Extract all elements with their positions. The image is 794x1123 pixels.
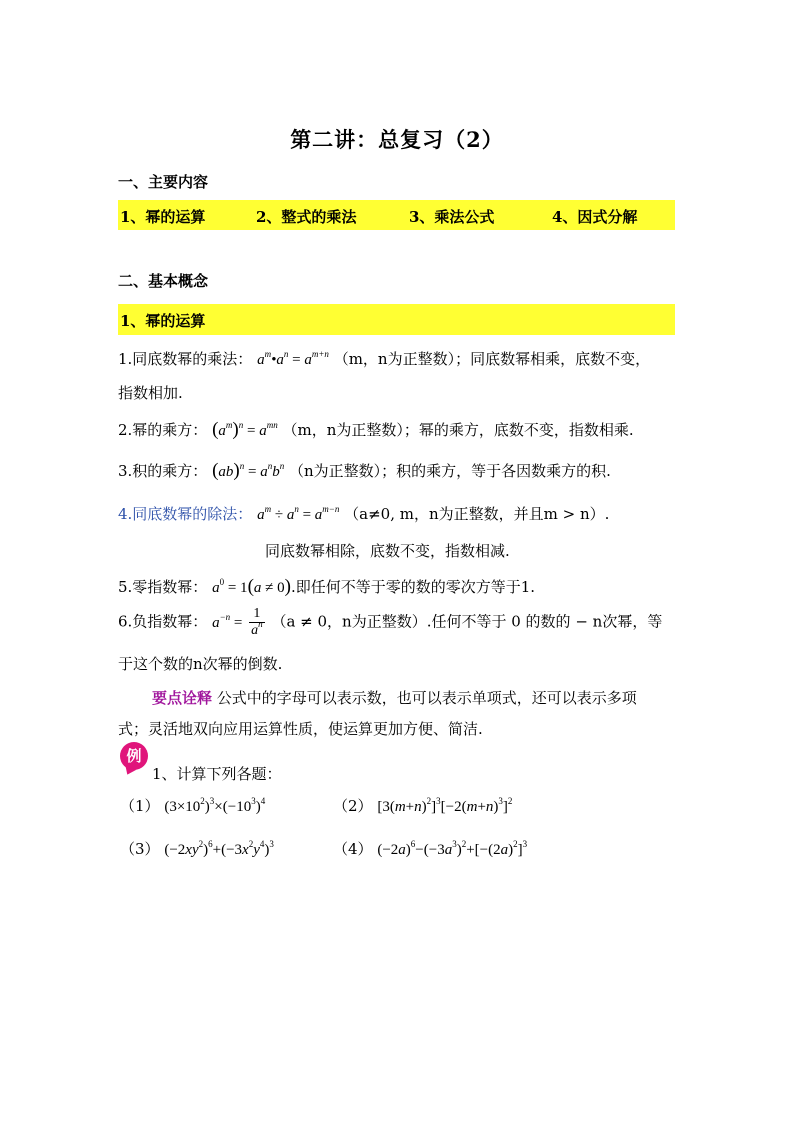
rule-2-label: 2.幂的乘方： xyxy=(118,421,208,439)
example-prompt: 1、计算下列各题： xyxy=(152,765,282,783)
rule-5-formula: $a^0 = 1(a \ne 0)$ xyxy=(212,576,291,597)
rule-3-formula: $(ab)^n = a^nb^n$ xyxy=(212,460,285,481)
problem-1-label: （1） xyxy=(120,797,160,815)
content-item-1: 1、幂的运算 xyxy=(120,208,206,226)
rule-2-line xyxy=(118,419,634,441)
rule-5-label: 5.零指数幂： xyxy=(118,578,208,596)
problem-2 xyxy=(333,795,512,816)
rule-3-line xyxy=(118,460,611,482)
problem-2-expression: $[3(m+n)^2]^3[-2(m+n)^3]^2$ xyxy=(377,796,513,815)
rule-1-line-2: 指数相加. xyxy=(118,384,183,402)
rule-1-line-1 xyxy=(118,348,650,369)
rule-6-line-1 xyxy=(118,606,662,639)
problem-3-label: （3） xyxy=(120,840,160,858)
content-item-3: 3、乘法公式 xyxy=(409,208,495,226)
problem-4 xyxy=(333,838,527,859)
rule-5-condition: .即任何不等于零的数的零次方等于1. xyxy=(290,578,536,596)
rule-5-line xyxy=(118,576,535,598)
rule-4-line-2: 同底数幂相除，底数不变，指数相减. xyxy=(265,542,510,560)
rule-2-condition: （m，n为正整数）；幂的乘方，底数不变，指数相乘. xyxy=(282,421,634,439)
rule-4-formula: $a^m \div a^n = a^{m-n}$ xyxy=(257,504,340,523)
main-content-highlight-bar xyxy=(118,200,675,230)
rule-1-label: 1.同底数幂的乘法： xyxy=(118,350,253,368)
section-heading-main-content: 一、主要内容 xyxy=(118,173,209,191)
power-operations-highlight-bar xyxy=(118,304,675,335)
rule-6-fraction: $\frac{1}{a^n}$ xyxy=(251,606,263,638)
problem-1 xyxy=(120,795,265,816)
note-line-1 xyxy=(152,687,637,708)
rule-3-label: 3.积的乘方： xyxy=(118,462,208,480)
problem-3 xyxy=(120,838,274,859)
content-item-4: 4、因式分解 xyxy=(552,208,638,226)
subsection-title: 1、幂的运算 xyxy=(120,312,206,330)
content-item-2: 2、整式的乘法 xyxy=(256,208,357,226)
rule-3-condition: （n为正整数）；积的乘方，等于各因数乘方的积. xyxy=(289,462,611,480)
section-heading-basic-concepts: 二、基本概念 xyxy=(118,272,209,290)
rule-4-line-1 xyxy=(118,503,609,524)
problem-2-label: （2） xyxy=(333,797,373,815)
problem-4-expression: $(-2a)^6-(-3a^3)^2+[-(2a)^2]^3$ xyxy=(377,839,528,858)
page-title: 第二讲：总复习（2） xyxy=(290,127,504,152)
rule-6-formula: $a^{-n}$ = xyxy=(212,611,243,631)
rule-1-formula: $a^m•a^n = a^{m+n}$ xyxy=(257,349,329,368)
problem-3-expression: $(-2xy^2)^6+(-3x^2y^4)^3$ xyxy=(164,839,274,858)
note-label: 要点诠释 xyxy=(152,689,213,707)
rule-6-line-2: 于这个数的n次幂的倒数. xyxy=(118,655,283,673)
problem-4-label: （4） xyxy=(333,840,373,858)
problem-1-expression: $(3\times 10^2)^3\times(-10^3)^4$ xyxy=(164,796,266,815)
rule-2-formula: $(a^m)^n = a^{mn}$ xyxy=(212,419,278,440)
note-text-1: 公式中的字母可以表示数，也可以表示单项式，还可以表示多项 xyxy=(216,689,637,707)
rule-4-label: 4.同底数幂的除法： xyxy=(118,505,253,523)
rule-4-condition: （a≠0, m，n为正整数，并且m > n）. xyxy=(344,505,610,523)
rule-1-condition: （m，n为正整数）；同底数幂相乘，底数不变， xyxy=(333,350,651,368)
example-badge-icon: 例 xyxy=(120,742,148,770)
rule-6-label: 6.负指数幂： xyxy=(118,612,208,631)
note-line-2: 式；灵活地双向应用运算性质，使运算更加方便、简洁. xyxy=(118,720,483,738)
rule-6-condition: （a ≠ 0，n为正整数）.任何不等于 0 的数的 − n次幂，等 xyxy=(271,612,663,631)
